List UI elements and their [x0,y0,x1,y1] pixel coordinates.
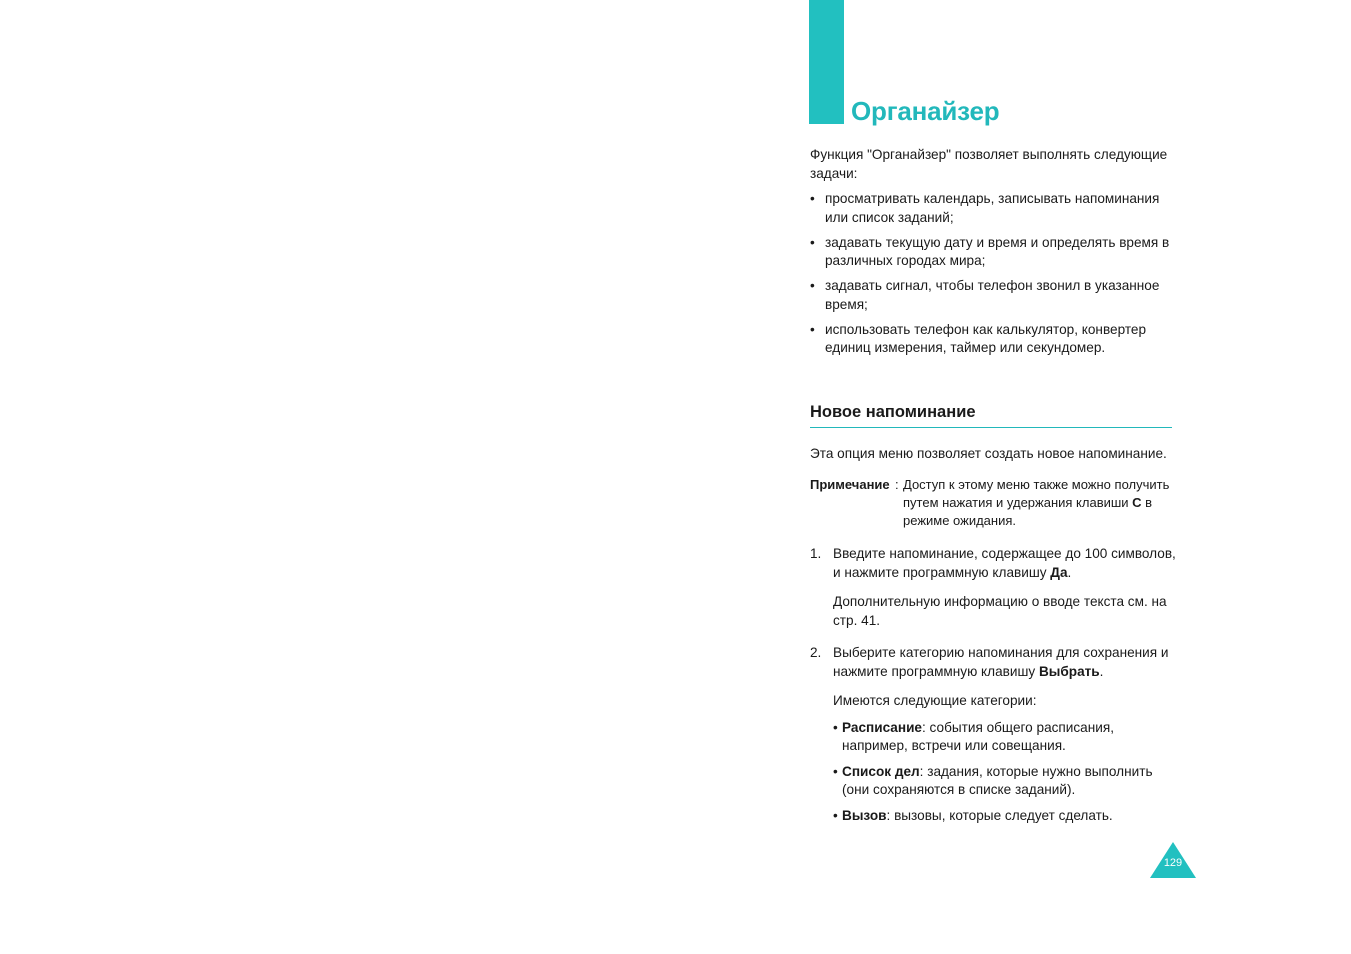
bullet: • [833,763,838,779]
step-1 [810,545,1180,630]
step-body [833,545,1180,630]
section-intro: Эта опция меню позволяет создать новое напоминание. [810,446,1167,461]
step-2 [810,644,1180,832]
step-text-before: Введите напоминание, содержащее до 100 символов, и нажмите программную клавишу [833,546,1176,580]
step-extra: Дополнительную информацию о вводе текста см. на стр. 41. [833,594,1167,628]
list-item: • просматривать календарь, записывать напоминания или список заданий; [810,190,1180,227]
chapter-title: Органайзер [851,96,1000,126]
category-item [833,763,1180,800]
note-text [903,476,1180,530]
category-item [833,807,1180,826]
step-instruction [833,644,1180,681]
list-item: • использовать телефон как калькулятор, конвертер единиц измерения, таймер или секундомер. [810,321,1180,358]
step-instruction [833,545,1180,582]
category-name: Расписание [842,719,922,735]
note-key: C [1132,495,1142,510]
note-text-before: Доступ к этому меню также можно получить путем нажатия и удержания клавиши [903,477,1170,510]
step-text-after: . [1067,564,1072,580]
page-number: 129 [1163,857,1183,869]
category-item [833,719,1180,756]
step-number: 2. [810,645,822,660]
list-item: • задавать сигнал, чтобы телефон звонил в указанное время; [810,277,1180,314]
step-text-before: Выберите категорию напоминания для сохранения и нажмите программную клавишу [833,645,1169,679]
category-name: Список дел [842,763,920,779]
section-heading: Новое напоминание [810,403,1172,428]
step-body [833,644,1180,825]
note-separator: : [895,477,899,492]
note-text-after: в режиме ожидания. [903,495,1153,528]
list-item: • задавать текущую дату и время и определять время в различных городах мира; [810,234,1180,271]
step-number: 1. [810,546,822,561]
intro-paragraph: Функция "Органайзер" позволяет выполнять следующие задачи: [810,147,1168,181]
step-text-after: . [1099,663,1104,679]
bullet: • [833,807,838,823]
category-list [833,719,1180,826]
task-list [810,190,1180,364]
category-desc: : события общего расписания, например, встречи или совещания. [842,719,1114,753]
page-number-marker [1150,842,1196,878]
category-desc: : задания, которые нужно выполнить (они сохраняются в списке заданий). [842,763,1153,797]
softkey-label: Выбрать [1038,663,1100,679]
chapter-tab-bar [809,0,844,124]
category-name: Вызов [842,807,887,823]
bullet: • [833,719,838,735]
category-desc: : вызовы, которые следует сделать. [886,807,1113,823]
note-label: Примечание [810,477,890,492]
note-block [810,476,1180,530]
softkey-label: Да [1050,564,1068,580]
step-extra: Имеются следующие категории: [833,693,1037,708]
